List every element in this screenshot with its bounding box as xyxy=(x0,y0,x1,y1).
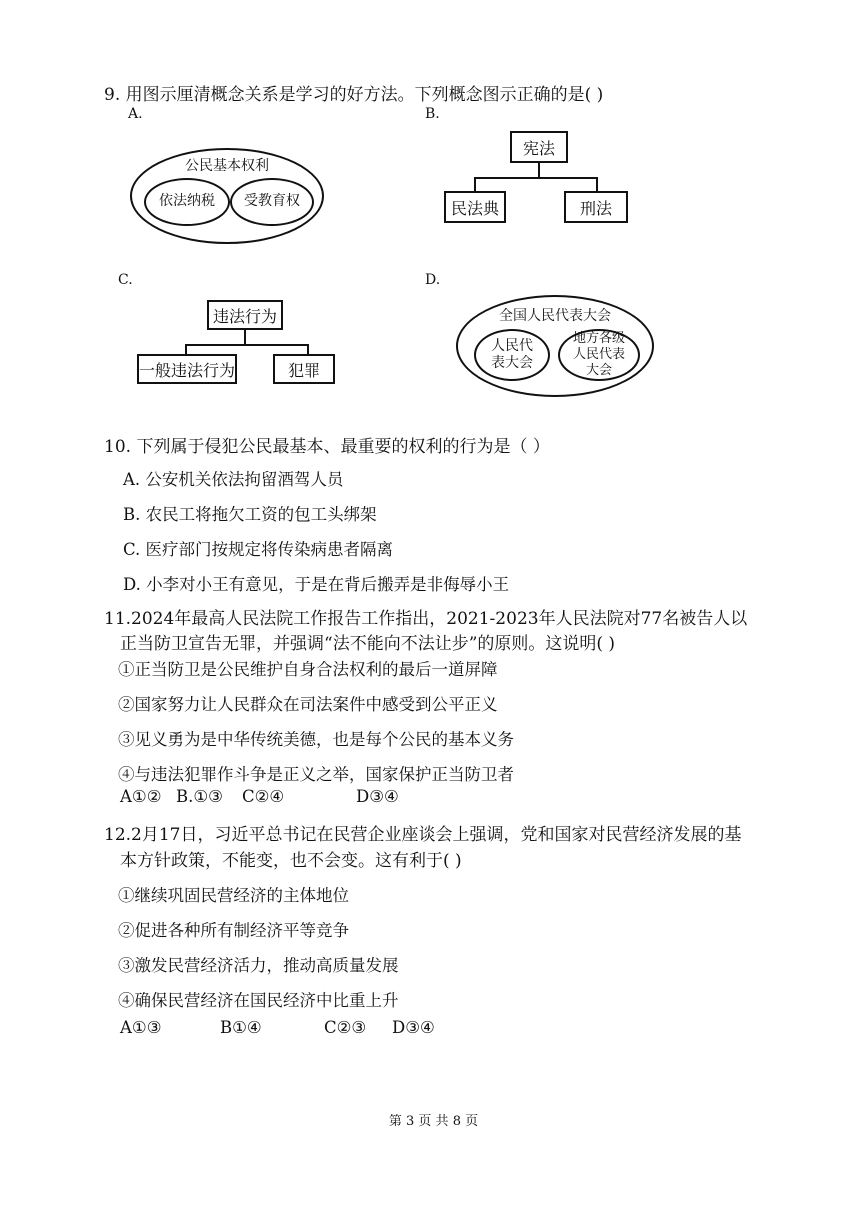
q12-stem-line1: 12.2月17日，习近平总书记在民营企业座谈会上强调，党和国家对民营经济发展的基 xyxy=(104,825,742,845)
q12-statement-4: ④确保民营经济在国民经济中比重上升 xyxy=(118,991,399,1010)
q11-choice-a: A①② xyxy=(120,787,162,806)
diagram-b xyxy=(444,131,634,223)
diagram-d-left-l1: 人民代 xyxy=(491,338,533,354)
diagram-d-right-l2: 人民代表 xyxy=(572,347,625,362)
diagram-a-outer-label: 公民基本权利 xyxy=(185,158,269,174)
q9-label-c: C. xyxy=(118,272,133,288)
q11-choice-b: B.①③ xyxy=(176,787,223,806)
diagram-d-left-l2: 表大会 xyxy=(491,355,533,371)
diagram-b-left-box: 民法典 xyxy=(444,191,506,223)
diagram-c-top-box: 违法行为 xyxy=(207,300,283,330)
q11-statement-1: ①正当防卫是公民维护自身合法权利的最后一道屏障 xyxy=(118,660,498,679)
q10-stem: 10. 下列属于侵犯公民最基本、最重要的权利的行为是（ ） xyxy=(104,437,550,457)
q12-choice-c: C②③ xyxy=(324,1018,367,1037)
q12-choice-a: A①③ xyxy=(120,1018,162,1037)
q11-statement-3: ③见义勇为是中华传统美德，也是每个公民的基本义务 xyxy=(118,730,514,749)
q9-label-d: D. xyxy=(425,272,441,288)
diagram-c xyxy=(137,300,359,386)
diagram-b-left-drop xyxy=(474,177,476,191)
diagram-b-hbar xyxy=(474,177,598,179)
q10-option-b: B. 农民工将拖欠工资的包工头绑架 xyxy=(123,505,377,524)
diagram-c-right-box: 犯罪 xyxy=(273,354,335,384)
q11-statement-4: ④与违法犯罪作斗争是正义之举，国家保护正当防卫者 xyxy=(118,765,514,784)
diagram-c-left-drop xyxy=(185,344,187,354)
q11-choice-c: C②④ xyxy=(242,787,285,806)
diagram-c-connector xyxy=(244,330,246,344)
q12-statement-1: ①继续巩固民营经济的主体地位 xyxy=(118,886,349,905)
diagram-d xyxy=(456,295,654,397)
q12-stem-line2: 本方针政策，不能变，也不会变。这有利于( ) xyxy=(120,851,462,871)
diagram-d-outer-label: 全国人民代表大会 xyxy=(499,308,611,324)
q9-label-b: B. xyxy=(425,106,440,122)
diagram-b-top-box: 宪法 xyxy=(510,131,568,163)
q11-statement-2: ②国家努力让人民群众在司法案件中感受到公平正义 xyxy=(118,695,498,714)
q10-option-c: C. 医疗部门按规定将传染病患者隔离 xyxy=(123,540,394,559)
q9-stem: 9. 用图示厘清概念关系是学习的好方法。下列概念图示正确的是( ) xyxy=(104,85,604,105)
q9-label-a: A. xyxy=(128,106,143,122)
q11-stem-line1: 11.2024年最高人民法院工作报告工作指出，2021-2023年人民法院对77名被告人以 xyxy=(104,609,748,629)
q12-statement-2: ②促进各种所有制经济平等竞争 xyxy=(118,921,349,940)
page-number: 第 3 页 共 8 页 xyxy=(388,1114,479,1129)
diagram-d-right-l3: 大会 xyxy=(585,363,612,378)
q11-choice-d: D③④ xyxy=(356,787,399,806)
diagram-d-right-l1: 地方各级 xyxy=(572,331,625,346)
diagram-c-right-drop xyxy=(307,344,309,354)
q11-stem-line2: 正当防卫宣告无罪，并强调“法不能向不法让步”的原则。这说明( ) xyxy=(120,634,616,654)
q10-option-a: A. 公安机关依法拘留酒驾人员 xyxy=(123,470,344,489)
diagram-a-left-label: 依法纳税 xyxy=(159,193,215,209)
q12-statement-3: ③激发民营经济活力，推动高质量发展 xyxy=(118,956,399,975)
diagram-b-connector xyxy=(538,163,540,177)
diagram-a-right-label: 受教育权 xyxy=(244,193,300,209)
q12-choice-d: D③④ xyxy=(392,1018,435,1037)
diagram-c-left-box: 一般违法行为 xyxy=(137,354,237,384)
diagram-b-right-drop xyxy=(596,177,598,191)
diagram-c-hbar xyxy=(185,344,309,346)
q10-option-d: D. 小李对小王有意见，于是在背后搬弄是非侮辱小王 xyxy=(123,575,510,594)
q12-choice-b: B①④ xyxy=(220,1018,262,1037)
diagram-b-right-box: 刑法 xyxy=(564,191,628,223)
diagram-a xyxy=(130,148,324,244)
